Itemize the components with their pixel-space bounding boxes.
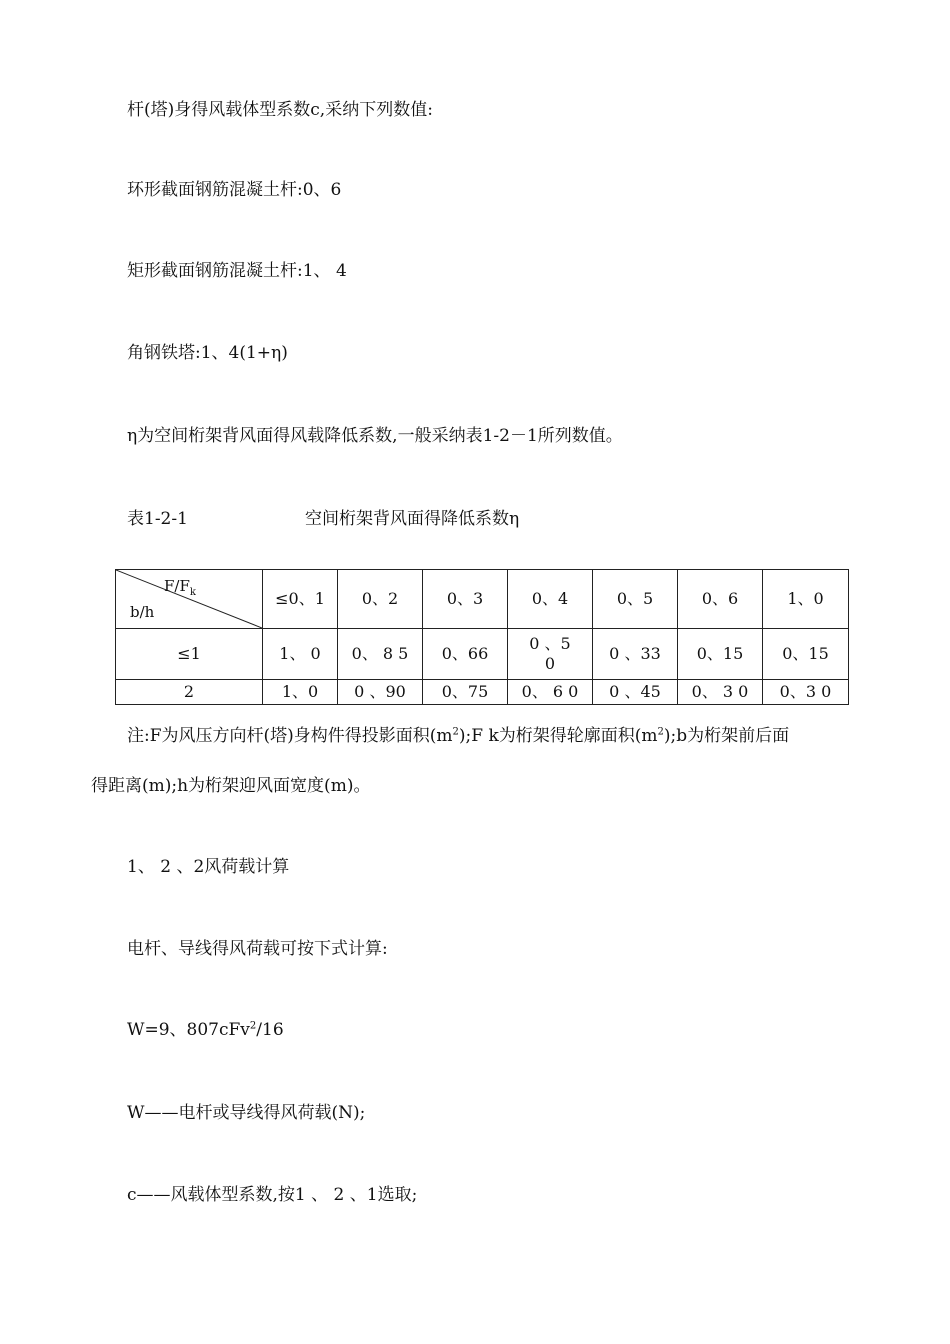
table-cell: 0 、90	[338, 680, 423, 705]
table-note-line2: 得距离(m);h为桁架迎风面宽度(m)。	[91, 776, 371, 796]
table-cell: 0、15	[678, 629, 763, 680]
table-cell: 0 、5 0	[508, 629, 593, 680]
row-label: ≤1	[116, 629, 263, 680]
header-cell: 0、4	[508, 570, 593, 629]
table-cell: 0、75	[423, 680, 508, 705]
header-cell: 0、3	[423, 570, 508, 629]
header-cell: 0、6	[678, 570, 763, 629]
table-cell: 0 、45	[593, 680, 678, 705]
table-cell: 1、 0	[263, 629, 338, 680]
paragraph-angle-tower: 角钢铁塔:1、4(1+η)	[127, 343, 288, 363]
header-cell: 0、5	[593, 570, 678, 629]
paragraph-ring-section: 环形截面钢筋混凝土杆:0、6	[127, 180, 342, 200]
corner-ratio-label: $F/F_k$	[164, 577, 196, 598]
corner-bh-label: b/h	[130, 603, 155, 621]
table-row	[116, 629, 849, 680]
header-cell: ≤0、1	[263, 570, 338, 629]
table-cell: 0 、33	[593, 629, 678, 680]
header-cell: 0、2	[338, 570, 423, 629]
paragraph-eta-definition: η为空间桁架背风面得风载降低系数,一般采纳表1-2－1所列数值。	[127, 426, 623, 446]
table-title: 空间桁架背风面得降低系数η	[305, 509, 520, 529]
definition-c: c——风载体型系数,按1 、 2 、1选取;	[127, 1185, 418, 1205]
reduction-coefficient-table	[115, 569, 849, 705]
definition-w: W——电杆或导线得风荷载(N);	[127, 1103, 366, 1123]
table-header-row	[116, 570, 849, 629]
header-cell: 1、0	[763, 570, 849, 629]
wind-load-formula: W=9、807cFv$^2$/16	[127, 1020, 284, 1040]
table-cell: 0、3 0	[763, 680, 849, 705]
table-cell: 1、0	[263, 680, 338, 705]
row-label: 2	[116, 680, 263, 705]
table-cell: 0、66	[423, 629, 508, 680]
paragraph-rect-section: 矩形截面钢筋混凝土杆:1、 4	[127, 261, 347, 281]
table-note-line1: 注:F为风压方向杆(塔)身构件得投影面积$(m^2);F$ k为桁架得轮廓面积$(m^2);b$为桁架前后面	[127, 726, 790, 746]
table-cell: 0、15	[763, 629, 849, 680]
table-cell: 0、 6 0	[508, 680, 593, 705]
table-cell: 0、 3 0	[678, 680, 763, 705]
table-row	[116, 680, 849, 705]
table-number: 表1-2-1	[127, 509, 188, 529]
paragraph-shape-coefficient: 杆(塔)身得风载体型系数c,采纳下列数值:	[127, 100, 433, 120]
table-cell: 0、 8 5	[338, 629, 423, 680]
section-heading: 1、 2 、2风荷载计算	[127, 857, 290, 877]
table-corner-cell	[116, 570, 263, 629]
paragraph-formula-intro: 电杆、导线得风荷载可按下式计算:	[127, 939, 388, 959]
